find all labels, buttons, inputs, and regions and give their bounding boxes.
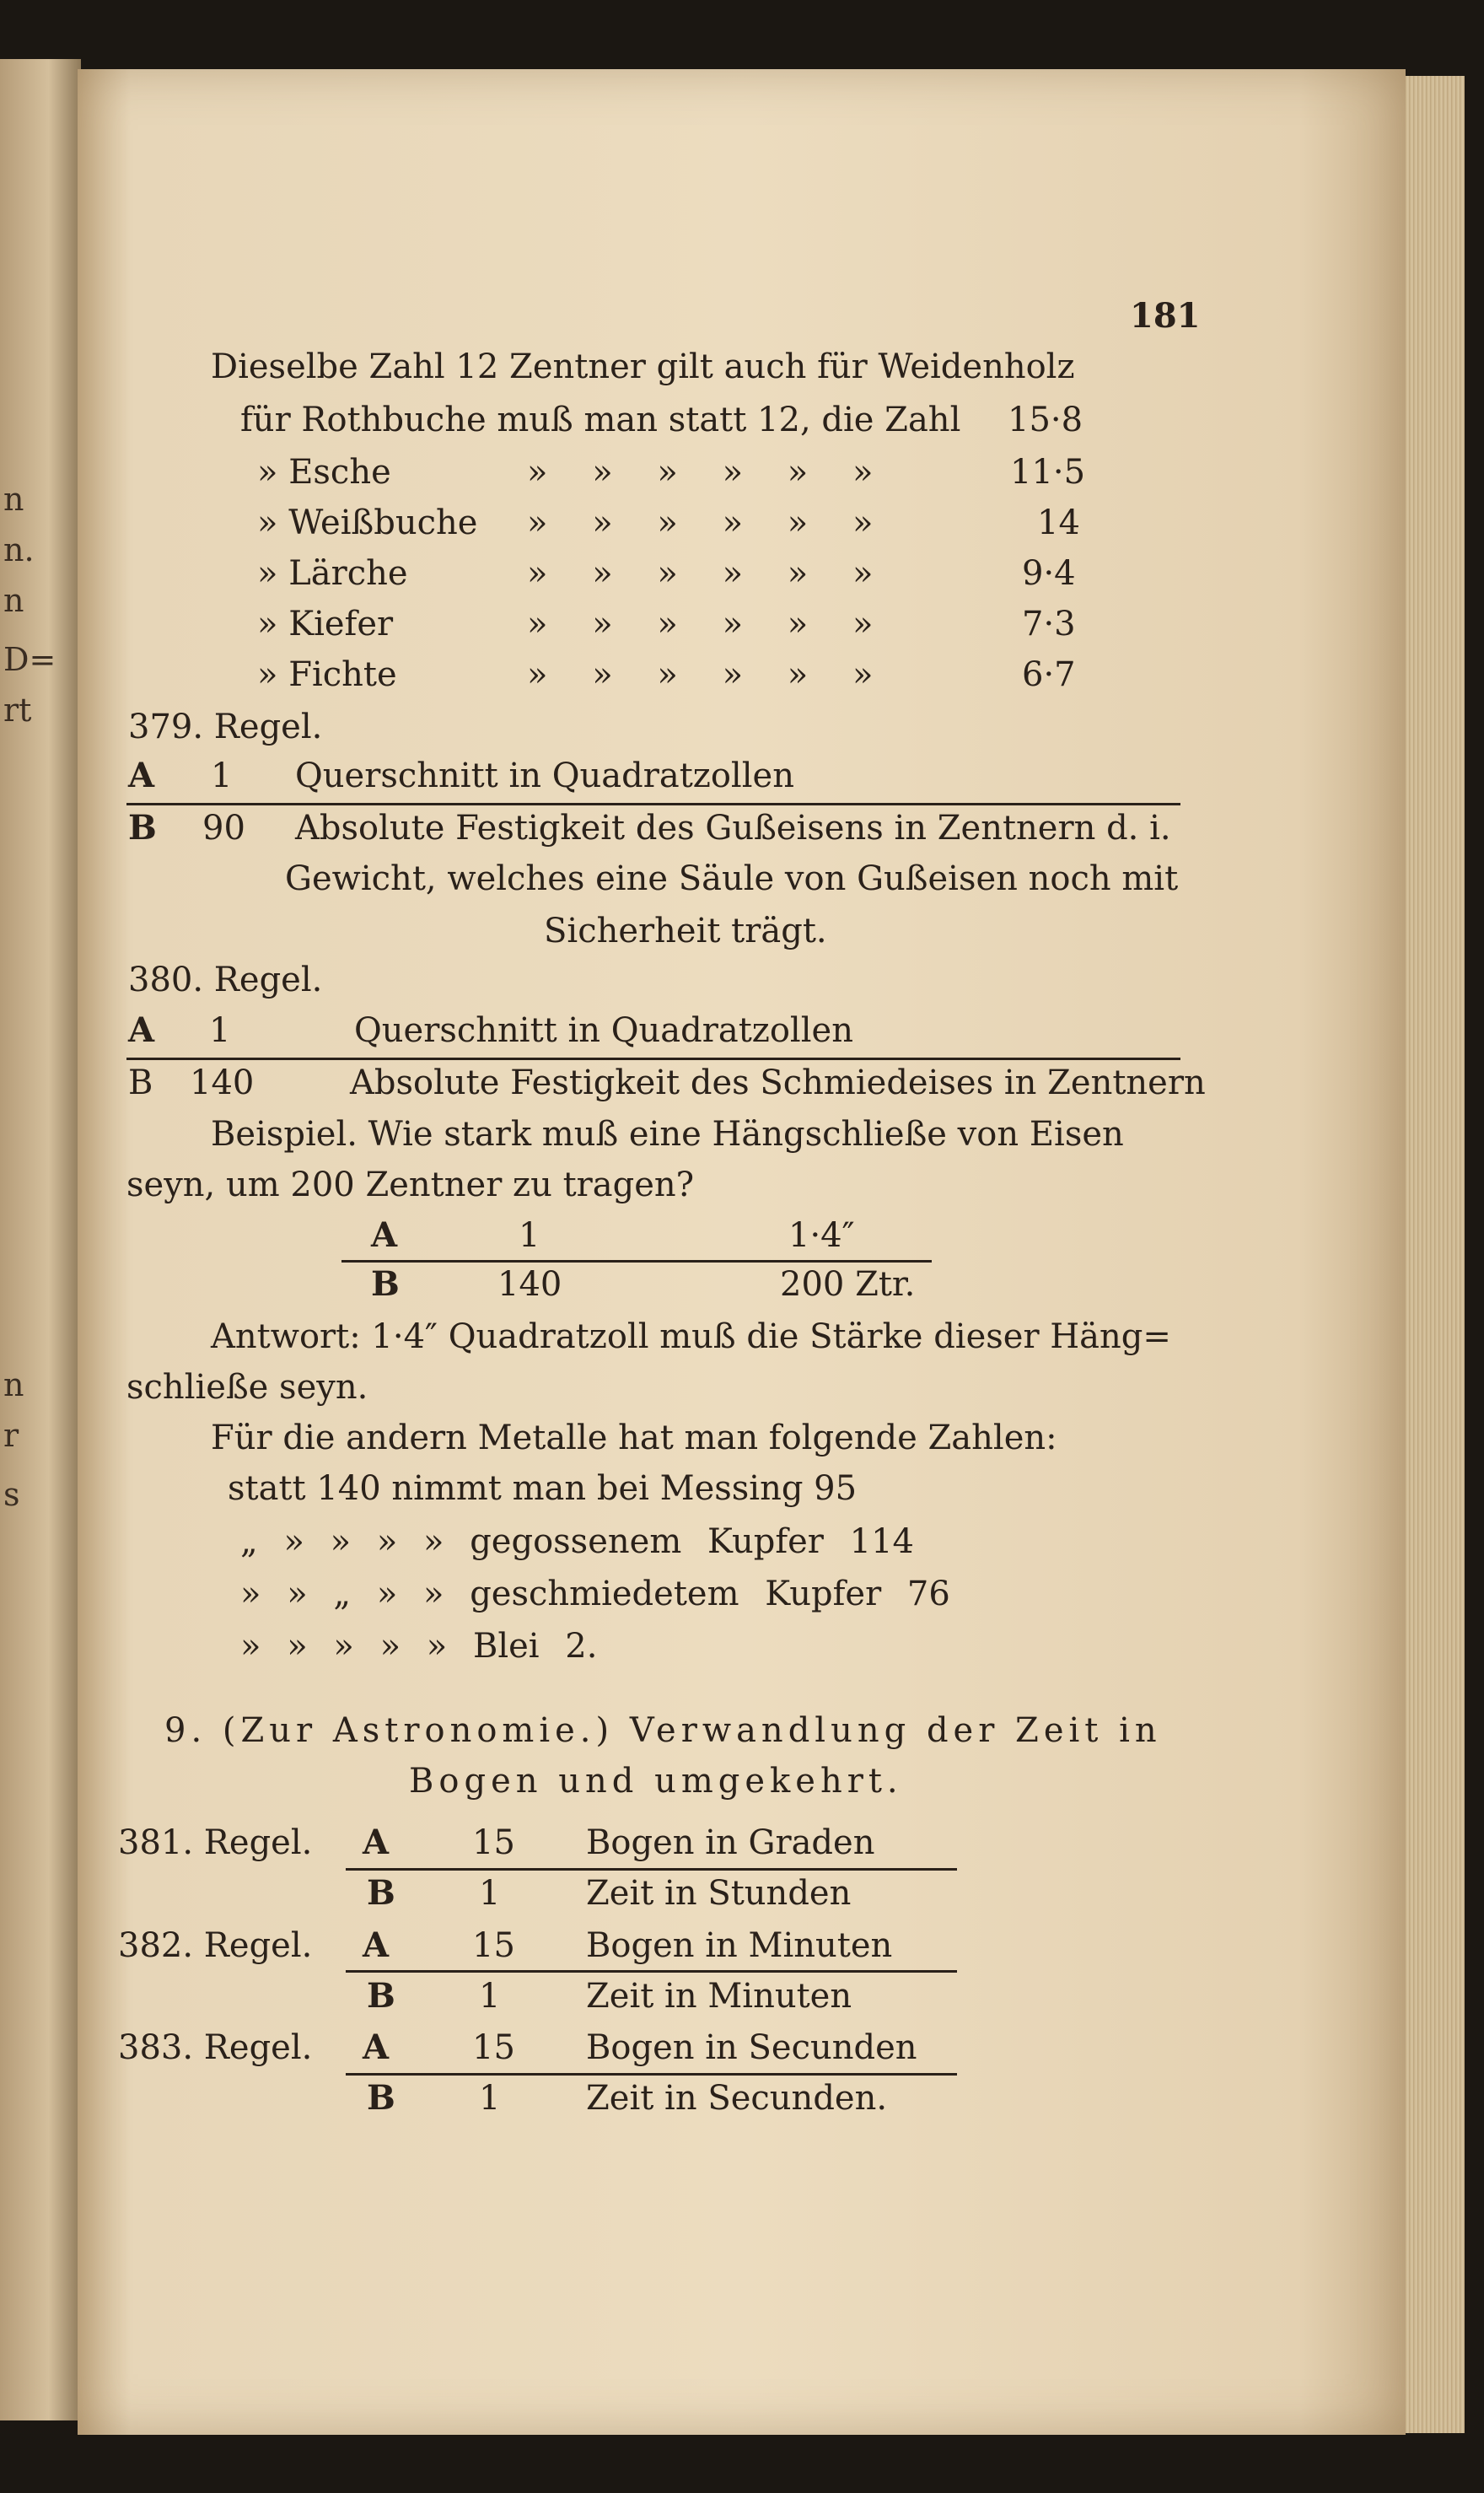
left-fragment: s	[3, 1476, 20, 1513]
row-text: Querschnitt in Quadratzollen	[295, 757, 794, 795]
row-label-a: A	[371, 1215, 398, 1255]
fraction-rule	[126, 1058, 1180, 1060]
section-title-2: Bogen und umgekehrt.	[409, 1762, 903, 1801]
left-fragment: n	[3, 582, 24, 619]
section-title-1: 9. (Zur Astronomie.) Verwandlung der Zeit in	[164, 1711, 1162, 1750]
wood-name: » Esche	[257, 453, 391, 492]
wood-name: » Lärche	[257, 554, 408, 593]
row-text: Sicherheit trägt.	[544, 912, 827, 950]
row-number: 140	[190, 1063, 255, 1102]
wood-name: » Fichte	[257, 655, 397, 694]
wood-value: 9·4	[1022, 554, 1076, 593]
row-number: 1	[519, 1216, 540, 1255]
fraction-rule	[346, 1868, 957, 1871]
metals-intro: Für die andern Metalle hat man folgende Zahlen:	[211, 1419, 1057, 1457]
rule-heading: 380. Regel.	[128, 961, 323, 999]
left-fragment: D=	[3, 641, 56, 678]
fraction-rule	[346, 1970, 957, 1973]
rule-heading: 381. Regel.	[118, 1823, 313, 1862]
row-label-a: A	[128, 756, 155, 795]
row-text: Absolute Festigkeit des Gußeisens in Zentnern d. i.	[295, 809, 1171, 848]
wood-name: » Weißbuche	[257, 503, 478, 542]
rule-heading: 382. Regel.	[118, 1926, 313, 1965]
answer-line-2: schließe seyn.	[126, 1368, 368, 1407]
row-value: 200 Ztr.	[780, 1265, 916, 1304]
metal-row: „ » » » » gegossenem Kupfer 114	[240, 1522, 914, 1561]
metal-row: » » » » » Blei 2.	[240, 1627, 598, 1666]
ditto-marks: » » » » » »	[527, 453, 874, 492]
rule-heading: 379. Regel.	[128, 708, 323, 746]
fraction-rule	[126, 803, 1180, 805]
wood-value: 14	[1037, 503, 1080, 542]
wood-value: 11·5	[1010, 453, 1086, 492]
row-text: Absolute Festigkeit des Schmiedeises in Zentnern	[350, 1063, 1206, 1102]
fraction-rule	[341, 1260, 932, 1263]
intro-value: 15·8	[1008, 401, 1083, 439]
intro-line-1: Dieselbe Zahl 12 Zentner gilt auch für Weidenholz	[211, 347, 1075, 386]
answer-line-1: Antwort: 1·4″ Quadratzoll muß die Stärke dieser Häng=	[211, 1317, 1171, 1356]
row-number: 15	[472, 1823, 515, 1862]
wood-value: 7·3	[1022, 605, 1076, 643]
row-label-b: B	[367, 2078, 395, 2118]
left-fragment: n	[3, 481, 24, 518]
row-text: Bogen in Secunden	[586, 2028, 917, 2067]
ditto-marks: » » » » » »	[527, 655, 874, 694]
row-label-b: B	[128, 1063, 153, 1102]
row-text: Gewicht, welches eine Säule von Gußeisen noch mit	[285, 859, 1179, 898]
row-number: 1	[479, 1874, 501, 1913]
metal-row: statt 140 nimmt man bei Messing 95	[228, 1469, 858, 1508]
example-line-1: Beispiel. Wie stark muß eine Hängschließe von Eisen	[211, 1115, 1124, 1154]
row-number: 1	[479, 1977, 501, 2016]
row-label-b: B	[128, 808, 157, 848]
row-label-a: A	[363, 1823, 390, 1862]
wood-value: 6·7	[1022, 655, 1076, 694]
row-number: 1	[479, 2079, 501, 2118]
left-page-edge	[0, 59, 81, 2420]
row-text: Zeit in Secunden.	[586, 2079, 888, 2118]
row-number: 15	[472, 2028, 515, 2067]
row-label-a: A	[128, 1010, 155, 1050]
row-label-b: B	[371, 1264, 400, 1304]
rule-heading: 383. Regel.	[118, 2028, 313, 2067]
row-label-a: A	[363, 2027, 390, 2067]
example-line-2: seyn, um 200 Zentner zu tragen?	[126, 1166, 695, 1204]
row-number: 140	[497, 1265, 562, 1304]
ditto-marks: » » » » » »	[527, 503, 874, 542]
row-text: Zeit in Minuten	[586, 1977, 852, 2016]
row-text: Bogen in Minuten	[586, 1926, 893, 1965]
row-label-b: B	[367, 1976, 395, 2016]
page-stack-edge	[1406, 76, 1465, 2433]
row-label-b: B	[367, 1873, 395, 1913]
row-text: Querschnitt in Quadratzollen	[354, 1011, 853, 1050]
left-fragment: r	[3, 1417, 19, 1454]
row-number: 90	[202, 809, 245, 848]
ditto-marks: » » » » » »	[527, 554, 874, 593]
page-number: 181	[1130, 296, 1201, 336]
row-label-a: A	[363, 1925, 390, 1965]
metal-row: » » „ » » geschmiedetem Kupfer 76	[240, 1575, 950, 1613]
left-fragment: n	[3, 1366, 24, 1403]
row-number: 1	[209, 1011, 231, 1050]
left-fragment: rt	[3, 692, 32, 729]
fraction-rule	[346, 2073, 957, 2076]
left-fragment: n.	[3, 531, 35, 568]
row-value: 1·4″	[788, 1216, 855, 1255]
row-number: 1	[211, 757, 233, 795]
row-text: Bogen in Graden	[586, 1823, 875, 1862]
ditto-marks: » » » » » »	[527, 605, 874, 643]
row-number: 15	[472, 1926, 515, 1965]
wood-name: » Kiefer	[257, 605, 394, 643]
row-text: Zeit in Stunden	[586, 1874, 852, 1913]
intro-line-2: für Rothbuche muß man statt 12, die Zahl	[240, 401, 961, 439]
